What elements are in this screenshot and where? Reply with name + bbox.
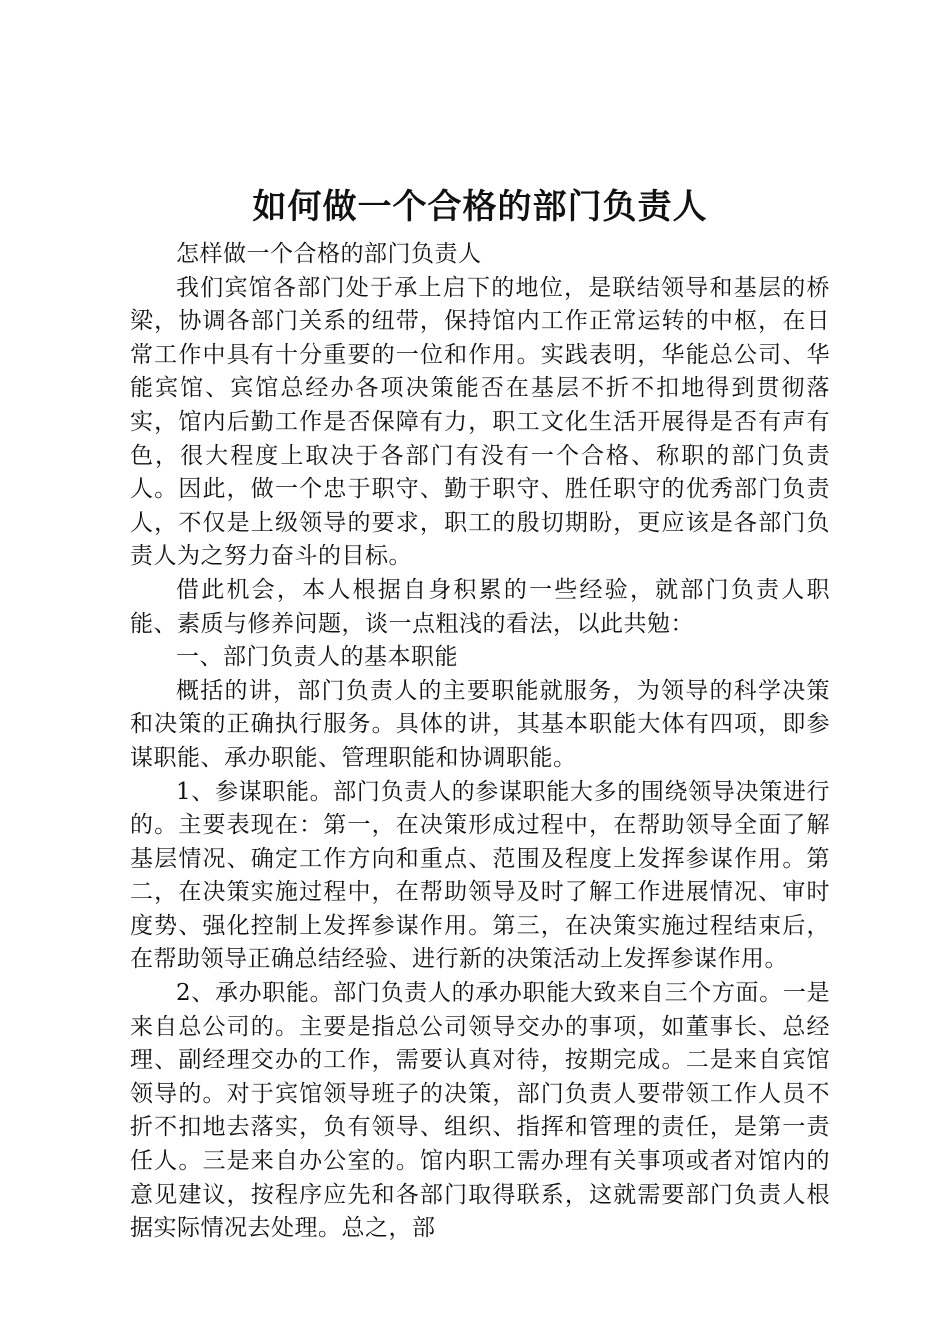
intro-paragraph: 我们宾馆各部门处于承上启下的地位，是联结领导和基层的桥梁，协调各部门关系的纽带，保持馆内工作正常运转的中枢，在日常工作中具有十分重要的一位和作用。实践表明，华能总公司、华能宾馆、宾馆总经办各项决策能否在基层不折不扣地得到贯彻落实，馆内后勤工作是否保障有力，职工文化生活开展得是否有声有色，很大程度上取决于各部门有没有一个合格、称职的部门负责人。因此，做一个忠于职守、勤于职守、胜任职守的优秀部门负责人，不仅是上级领导的要求，职工的殷切期盼，更应该是各部门负责人为之努力奋斗的目标。 — [130, 274, 830, 570]
summary-paragraph: 概括的讲，部门负责人的主要职能就服务，为领导的科学决策和决策的正确执行服务。具体的讲，其基本职能大体有四项，即参谋职能、承办职能、管理职能和协调职能。 — [130, 677, 830, 771]
purpose-paragraph: 借此机会，本人根据自身积累的一些经验，就部门负责人职能、素质与修养问题，谈一点粗浅的看法，以此共勉： — [130, 576, 830, 637]
document-body — [130, 182, 830, 1246]
advisory-function-paragraph: 1、参谋职能。部门负责人的参谋职能大多的围绕领导决策进行的。主要表现在：第一，在决策形成过程中，在帮助领导全面了解基层情况、确定工作方向和重点、范围及程度上发挥参谋作用。第二，在决策实施过程中，在帮助领导及时了解工作进展情况、审时度势、强化控制上发挥参谋作用。第三，在决策实施过程结束后，在帮助领导正确总结经验、进行新的决策活动上发挥参谋作用。 — [130, 778, 830, 973]
undertaking-function-paragraph: 2、承办职能。部门负责人的承办职能大致来自三个方面。一是来自总公司的。主要是指总公司领导交办的事项，如董事长、总经理、副经理交办的工作，需要认真对待，按期完成。二是来自宾馆领导的。对于宾馆领导班子的决策，部门负责人要带领工作人员不折不扣地去落实，负有领导、组织、指挥和管理的责任，是第一责任人。三是来自办公室的。馆内职工需办理有关事项或者对馆内的意见建议，按程序应先和各部门取得联系，这就需要部门负责人根据实际情况去处理。总之，部 — [130, 980, 830, 1242]
subtitle-paragraph: 怎样做一个合格的部门负责人 — [176, 241, 482, 267]
section-heading-basic-functions: 一、部门负责人的基本职能 — [176, 644, 458, 671]
document-title: 如何做一个合格的部门负责人 — [252, 187, 708, 227]
